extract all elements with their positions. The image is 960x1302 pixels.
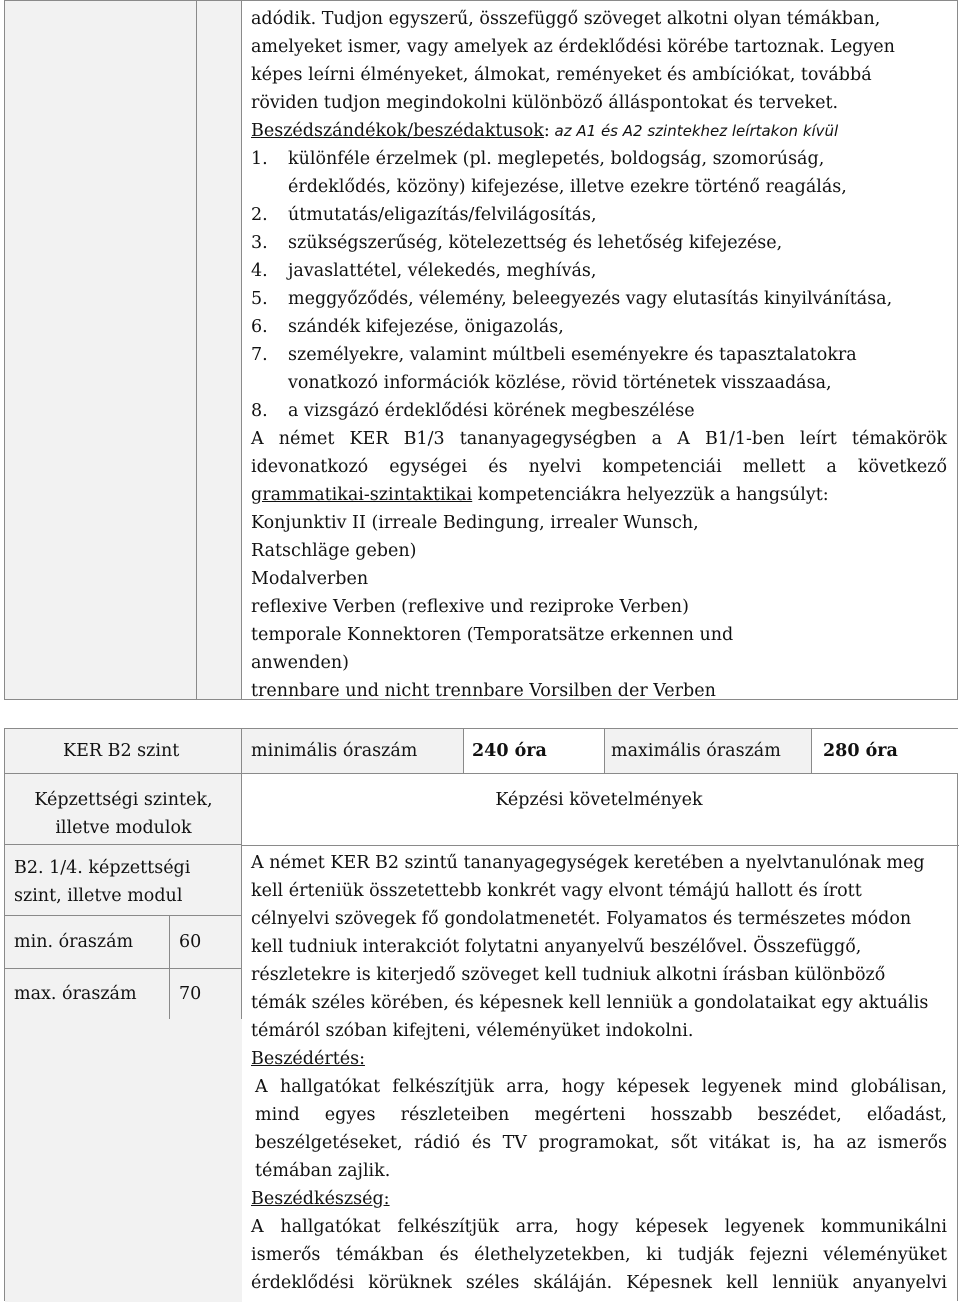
b2-intro-line: célnyelvi szövegek fő gondolatmenetét. Folyamatos és természetes módon (251, 909, 912, 929)
modules-header-line: illetve modulok (55, 818, 192, 838)
list-item-continuation: érdeklődés, közöny) kifejezése, illetve ezekre történő reagálás, (288, 177, 847, 197)
min-hours-label: minimális óraszám (242, 729, 464, 773)
b2-intro-line: részletekre is kiterjedő szöveget kell tudniuk alkotni írásban különböző (251, 965, 886, 985)
upper-table (4, 0, 958, 700)
list-number: 3. (251, 233, 268, 253)
intro-line: képes leírni élményeket, álmokat, reményeket és ambíciókat, továbbá (251, 65, 872, 85)
upper-left-cell (5, 1, 197, 699)
max-hours-row-value: 70 (179, 984, 202, 1004)
intents-label: Beszédszándékok/beszédaktusok (251, 121, 544, 141)
min-hours-value: 240 óra (464, 729, 605, 773)
listening-heading: Beszédértés: (251, 1049, 365, 1069)
intents-heading (251, 117, 947, 145)
listening-line: mind egyes részleteiben megérteni hosszabb beszédet, előadást, (255, 1105, 947, 1125)
list-number: 7. (251, 345, 268, 365)
grammar-line: anwenden) (251, 653, 349, 673)
b2-intro-line: kell tudniuk interakciót folytatni anyanyelvű beszélővel. Összefüggő, (251, 937, 862, 957)
listening-line: A hallgatókat felkészítjük arra, hogy képesek legyenek mind globálisan, (255, 1077, 947, 1097)
grammar-line: Modalverben (251, 569, 369, 589)
max-hours-row (5, 969, 242, 1019)
b2-intro-line: kell érteniük összetettebb konkrét vagy elvont témájú hallott és írott (251, 881, 862, 901)
list-text: különféle érzelmek (pl. meglepetés, boldogság, szomorúság, (288, 149, 825, 169)
speaking-heading: Beszédkészség: (251, 1189, 390, 1209)
list-text: a vizsgázó érdeklődési körének megbeszélése (288, 401, 695, 421)
paragraph-line: idevonatkozó egységei és nyelvi kompetenciái mellett a következő (251, 457, 947, 477)
list-number: 8. (251, 401, 268, 421)
b2-intro-line: témáról szóban kifejteni, véleményüket indokolni. (251, 1021, 694, 1041)
speaking-line: ismerős témákban és élethelyzetekben, ki tudják fejezni véleményüket (251, 1245, 947, 1265)
grammar-line: reflexive Verben (reflexive und reziproke Verben) (251, 597, 689, 617)
upper-content-cell (251, 5, 947, 705)
speaking-line: érdeklődési körüknek széles skáláján. Képesnek kell lenniük anyanyelvi (251, 1273, 947, 1293)
b2-intro-line: témák széles körében, és képesnek kell lenniük a gondolataikat egy aktuális (251, 993, 929, 1013)
list-item (251, 229, 947, 257)
paragraph-line: A német KER B1/3 tananyagegységben a A B1/1-ben leírt témakörök (251, 429, 947, 449)
max-hours-row-label: max. óraszám (14, 984, 137, 1004)
intro-line: adódik. Tudjon egyszerű, összefüggő szöveget alkotni olyan témákban, (251, 9, 881, 29)
list-number: 4. (251, 261, 268, 281)
listening-line: beszélgetéseket, rádió és TV programokat, sőt vitákat is, ha az ismerős (255, 1133, 947, 1153)
module-name-line: szint, illetve modul (14, 886, 183, 906)
b2-table (4, 728, 958, 1301)
grammar-line: Ratschläge geben) (251, 541, 417, 561)
b2-intro-line: A német KER B2 szintű tananyagegységek keretében a nyelvtanulónak meg (251, 853, 925, 873)
requirements-column (251, 774, 947, 1297)
list-text: személyekre, valamint múltbeli eseményekre és tapasztalatokra (288, 345, 857, 365)
list-item-continuation: vonatkozó információk közlése, rövid történetek visszaadása, (288, 373, 832, 393)
modules-header (5, 774, 242, 845)
list-number: 5. (251, 289, 268, 309)
modules-column (5, 774, 242, 1302)
grammar-term: grammatikai-szintaktikai (251, 485, 473, 505)
intro-line: röviden tudjon megindokolni különböző álláspontokat és terveket. (251, 93, 839, 113)
list-text: szükségszerűség, kötelezettség és lehetőség kifejezése, (288, 233, 783, 253)
list-number: 1. (251, 149, 268, 169)
max-hours-value: 280 óra (812, 729, 959, 773)
list-item (251, 341, 947, 369)
paragraph-text: kompetenciákra helyezzük a hangsúlyt: (472, 485, 829, 505)
list-text: útmutatás/eligazítás/felvilágosítás, (288, 205, 597, 225)
list-text: szándék kifejezése, önigazolás, (288, 317, 564, 337)
paragraph-line (251, 481, 947, 509)
list-item (251, 397, 947, 425)
intro-line: amelyeket ismer, vagy amelyek az érdeklődési körébe tartoznak. Legyen (251, 37, 895, 57)
intents-note: az A1 és A2 szintekhez leírtakon kívül (549, 122, 839, 140)
intents-colon: : (543, 121, 550, 141)
max-hours-label: maximális óraszám (605, 729, 812, 773)
list-number: 6. (251, 317, 268, 337)
upper-middle-cell (197, 1, 242, 699)
requirements-header: Képzési követelmények (495, 790, 703, 810)
grammar-line: trennbare und nicht trennbare Vorsilben der Verben (251, 681, 716, 701)
level-cell: KER B2 szint (5, 729, 242, 773)
list-item (251, 285, 947, 313)
min-hours-row-label: min. óraszám (14, 932, 134, 952)
module-name (5, 845, 242, 916)
list-text: javaslattétel, vélekedés, meghívás, (288, 261, 597, 281)
list-item (251, 257, 947, 285)
modules-header-line: Képzettségi szintek, (34, 790, 213, 810)
list-text: meggyőződés, vélemény, beleegyezés vagy elutasítás kinyilvánítása, (288, 289, 893, 309)
speaking-line: A hallgatókat felkészítjük arra, hogy képesek legyenek kommunikálni (251, 1217, 947, 1237)
grammar-line: temporale Konnektoren (Temporatsätze erkennen und (251, 625, 734, 645)
list-number: 2. (251, 205, 268, 225)
list-item (251, 201, 947, 229)
grammar-line: Konjunktiv II (irreale Bedingung, irrealer Wunsch, (251, 513, 699, 533)
module-name-line: B2. 1/4. képzettségi (14, 858, 191, 878)
listening-line: témában zajlik. (255, 1161, 391, 1181)
list-item (251, 313, 947, 341)
list-item (251, 145, 947, 173)
min-hours-row (5, 916, 242, 969)
min-hours-row-value: 60 (179, 932, 202, 952)
